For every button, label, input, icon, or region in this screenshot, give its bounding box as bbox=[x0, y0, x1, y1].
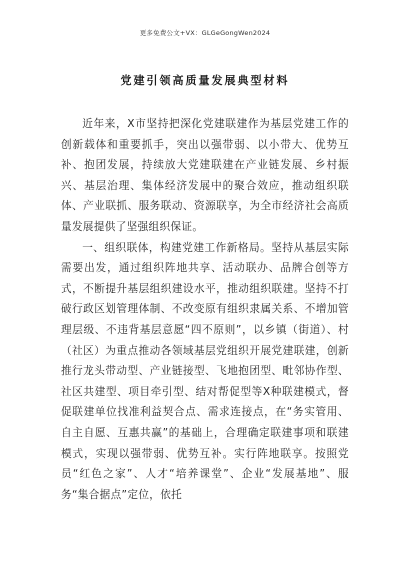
document-body bbox=[61, 114, 349, 505]
header-note: 更多免费公文+VX：GLGeGongWen2024 bbox=[139, 29, 271, 37]
document-title: 党建引领高质量发展典型材料 bbox=[120, 74, 290, 87]
paragraph-section-one: 一、组织联体，构建党建工作新格局。坚持从基层实际需要出发，通过组织阵地共享、活动联办、品牌合创等方式，不断提升基层组织建设水平，推动组织联建。坚持不打破行政区划管理体制、不改变原有组织隶属关系、不增加管理层级、不违背基层意愿“四不原则”，以乡镇（街道）、村（社区）为重点推动各领域基层党组织开展党建联建，创新推行龙头带动型、产业链接型、飞地抱团型、毗邻协作型、社区共建型、项目牵引型、结对帮促型等X种联建模式，督促联建单位找准利益契合点、需求连接点，在“务实管用、自主自愿、互惠共赢”的基础上，合理确定联建事项和联建模式，实现以强带弱、优势互补。实行阵地联享。按照党员“红色之家”、人才“培养课堂”、企业“发展基地”、服务“集合据点”定位，依托 bbox=[61, 241, 349, 501]
paragraph-intro: 近年来，X市坚持把深化党建联建作为基层党建工作的创新载体和重要抓手，突出以强带弱、以小带大、优势互补、抱团发展，持续放大党建联建在产业链发展、乡村振兴、基层治理、集体经济发展中的聚合效应，推动组织联体、产业联抓、服务联动、资源联享，为全市经济社会高质量发展提供了坚强组织保证。 bbox=[61, 118, 349, 233]
